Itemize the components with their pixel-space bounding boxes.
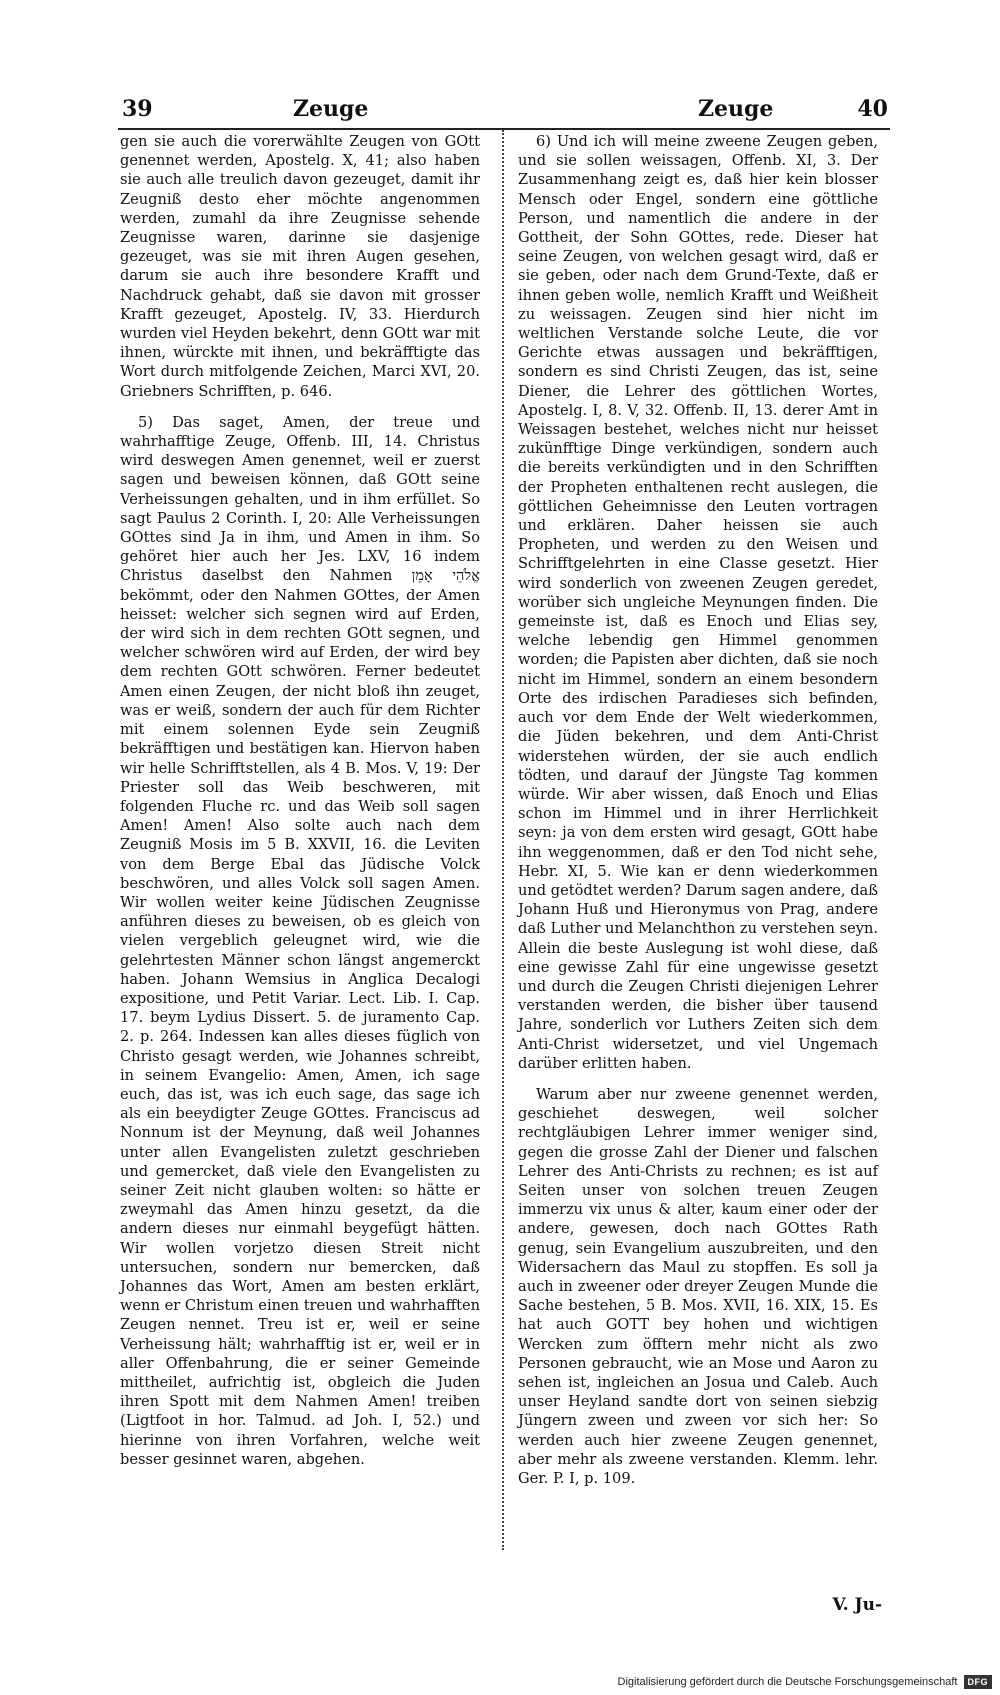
paragraph: 5) Das saget, Amen, der treue und wahrhafftige Zeuge, Offenb. III, 14. Christus wird deswegen Amen genennet, weil er zuerst sagen und beweisen können, daß GOtt seine Verheissungen gehalten, und in ihm erfüllet. So sagt Paulus 2 Corinth. I, 20: Alle Verheissungen GOttes sind Ja in ihm, und Amen in ihm. So gehöret hier auch her Jes. LXV, 16 indem Christus daselbst den Nahmen אֱלֹהֵי אָמֵן bekömmt, oder den Nahmen GOttes, der Amen heisset: welcher sich segnen wird auf Erden, der wird sich in dem rechten GOtt segnen, und welcher schwören wird auf Erden, der wird bey dem rechten GOtt schwören. Ferner bedeutet Amen einen Zeugen, der nicht bloß ihn zeuget, was er weiß, sondern der auch für dem Richter mit einem solennen Eyde sein Zeugniß bekräfftigen und bestätigen kan. Hiervon haben wir helle Schrifftstellen, als 4 B. Mos. V, 19: Der Priester soll das Weib beschweren, mit folgenden Fluche rc. und das Weib soll sagen Amen! Amen! Also solte auch nach dem Zeugniß Mosis im 5 B. XXVII, 16. die Leviten von dem Berge Ebal das Jüdische Volck beschwören, und alles Volck soll sagen Amen. Wir wollen weiter keine Jüdischen Zeugnisse anführen dieses zu beweisen, ob es gleich von vielen vergeblich geleugnet wird, wie die gelehrtesten Männer schon längst angemerckt haben. Johann Wemsius in Anglica Decalogi expositione, und Petit Variar. Lect. Lib. I. Cap. 17. beym Lydius Dissert. 5. de juramento Cap. 2. p. 264. Indessen kan alles dieses füglich von Christo gesagt werden, wie Johannes schreibt, in seinem Evangelio: Amen, Amen, ich sage euch, das ist, was ich euch sage, das sage ich als ein beeydigter Zeuge GOttes. Franciscus ad Nonnum ist der Meynung, daß weil Johannes unter allen Evangelisten zuletzt geschrieben und gemercket, daß viele den Evangelisten zu seiner Zeit nicht glauben wolten: so hätte er zweymahl das Amen hinzu gesetzt, da die andern dieses nur einmahl beygefügt hätten. Wir wollen vorjetzo diesen Streit nicht untersuchen, sondern nur bemercken, daß Johannes das Wort, Amen am besten erklärt, wenn er Christum einen treuen und wahrhafften Zeugen nennet. Treu ist er, weil er seine Verheissung hält; wahrhafftig ist er, weil er in aller Offenbahrung, die er seiner Gemeinde mittheilet, aufrichtig ist, obgleich die Juden ihren Spott mit dem Nahmen Amen! treiben (Ligtfoot in hor. Talmud. ad Joh. I, 52.) und hierinne von ihren Vorfahren, welche weit besser gesinnet waren, abgehen. xyxy=(120,413,480,1468)
paragraph: Warum aber nur zweene genennet werden, geschiehet deswegen, weil solcher rechtgläubigen Lehrer immer weniger sind, gegen die grosse Zahl der Diener und falschen Lehrer des Anti-Christs zu rechnen; es ist auf Seiten unser von solchen treuen Zeugen immerzu vix unus & alter, kaum einer oder der andere, gewesen, doch nach GOttes Rath genug, sein Evangelium auszubreiten, und den Widersachern das Maul zu stopffen. Es soll ja auch in zweener oder dreyer Zeugen Munde die Sache bestehen, 5 B. Mos. XVII, 16. XIX, 15. Es hat auch GOTT bey hohen und wichtigen Wercken zum öfftern mehr nicht als zwo Personen gebraucht, wie an Mose und Aaron zu sehen ist, ingleichen an Josua und Caleb. Auch unser Heyland sandte dort von seinen siebzig Jüngern zween und zween vor sich her: So werden auch hier zweene Zeugen genennet, aber mehr als zweene verstanden. Klemm. lehr. Ger. P. I, p. 109. xyxy=(518,1085,878,1488)
header-word-left: Zeuge xyxy=(293,96,369,122)
running-header xyxy=(118,92,890,130)
header-word-right: Zeuge xyxy=(698,96,774,122)
page-number-right: 40 xyxy=(857,96,888,122)
paragraph: gen sie auch die vorerwählte Zeugen von GOtt genennet werden, Apostelg. X, 41; also haben sie auch alle treulich davon gezeuget, damit ihr Zeugniß desto eher möchte angenommen werden, zumahl da ihre Zeugnisse sehende Zeugnisse waren, darinne sie dasjenige gezeuget, was sie mit ihren Augen gesehen, darum sie auch ihre besondere Krafft und Nachdruck gehabt, daß sie davon mit grosser Krafft gezeuget, Apostelg. IV, 33. Hierdurch wurden viel Heyden bekehrt, denn GOtt war mit ihnen, würckte mit ihnen, und bekräfftigte das Wort durch mitfolgende Zeichen, Marci XVI, 20. Griebners Schrifften, p. 646. xyxy=(120,133,480,400)
paragraph: 6) Und ich will meine zweene Zeugen geben, und sie sollen weissagen, Offenb. XI, 3. Der Zusammenhang zeigt es, daß hier kein blosser Mensch oder Engel, sondern eine göttliche Person, und namentlich die andere in der Gottheit, der Sohn GOttes, rede. Dieser hat seine Zeugen, von welchen gesagt wird, daß er sie geben, oder nach dem Grund-Texte, daß er ihnen geben wolle, nemlich Krafft und Weißheit zu weissagen. Zeugen sind hier nicht im weltlichen Verstande solche Leute, die vor Gerichte etwas aussagen und bekräfftigen, sondern es sind Christi Zeugen, das ist, seine Diener, die Lehrer des göttlichen Wortes, Apostelg. I, 8. V, 32. Offenb. II, 13. derer Amt in Weissagen bestehet, welches nicht nur heisset zukünfftige Dinge verkündigen, sondern auch die bereits verkündigten und in den Schrifften der Propheten enthaltenen recht auslegen, die göttlichen Geheimnisse den Leuten vortragen und erklären. Daher heissen sie auch Propheten, und werden zu den Weisen und Schrifftgelehrten in eine Classe gesetzt. Hier wird sonderlich von zweenen Zeugen geredet, worüber sich ungleiche Meynungen finden. Die gemeinste ist, daß es Enoch und Elias sey, welche lebendig gen Himmel genommen worden; die Papisten aber dichten, daß sie noch nicht im Himmel, sondern an einem besondern Orte des irdischen Paradieses sich befinden, auch vor dem Ende der Welt wiederkommen, die Jüden bekehren, und dem Anti-Christ widerstehen würden, der sie auch endlich tödten, und darauf der Jüngste Tag kommen würde. Wir aber wissen, daß Enoch und Elias schon im Himmel und in ihrer Herrlichkeit seyn: ja von dem ersten wird gesagt, GOtt habe ihn weggenommen, daß er den Tod nicht sehe, Hebr. XI, 5. Wie kan er denn wiederkommen und getödtet werden? Darum sagen andere, daß Johann Huß und Hieronymus von Prag, andere daß Luther und Melanchthon zu verstehen seyn. Allein die beste Auslegung ist wohl diese, daß eine gewisse Zahl für eine ungewisse gesetzt und durch die Zeugen Christi diejenigen Lehrer verstanden werden, die bisher über tausend Jahre, sonderlich vor Luthers Zeiten sich dem Anti-Christ widersetzet, und viel Ungemach darüber erlitten haben. xyxy=(518,133,878,1072)
left-column xyxy=(120,132,480,1481)
page-number-left: 39 xyxy=(122,96,153,122)
footer-text: Digitalisierung gefördert durch die Deutsche Forschungsgemeinschaft xyxy=(617,1676,958,1688)
dfg-logo-icon: DFG xyxy=(964,1675,993,1689)
right-column xyxy=(518,132,878,1500)
column-divider xyxy=(502,130,504,1550)
catchword: V. Ju- xyxy=(832,1595,882,1615)
footer xyxy=(618,1675,992,1689)
